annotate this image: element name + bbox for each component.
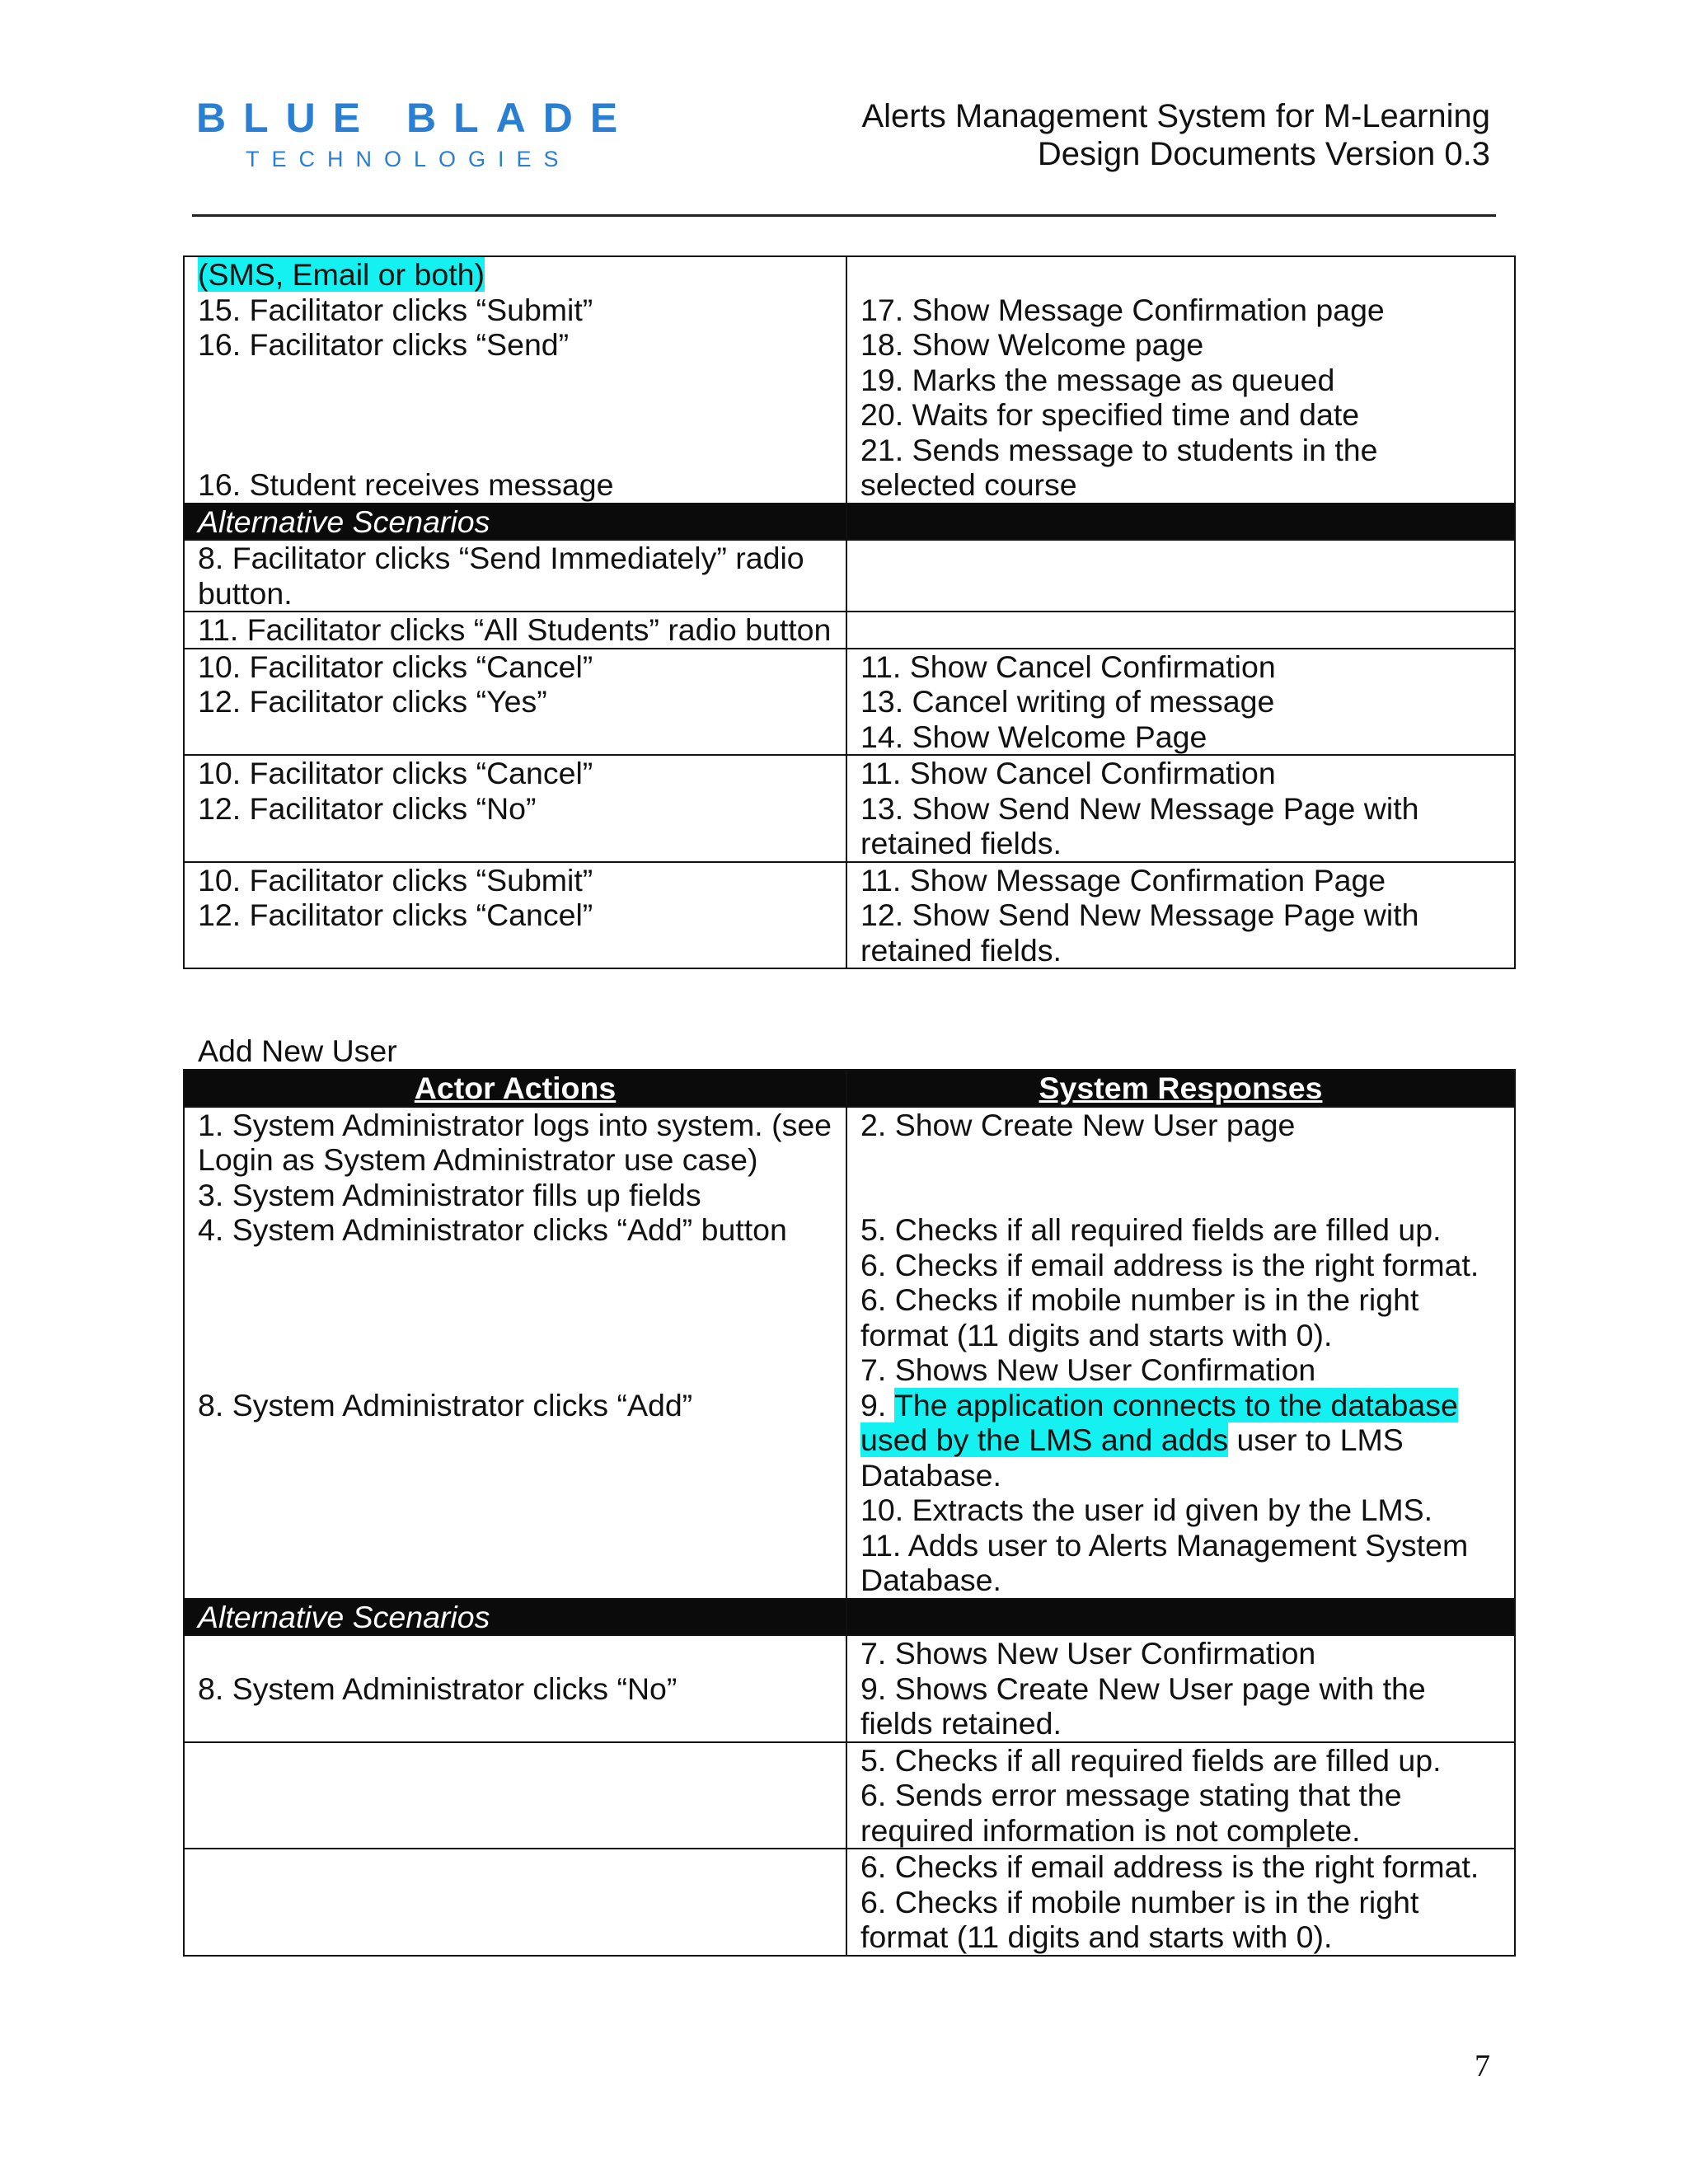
table-row: [184, 1107, 1515, 1599]
actor-cell: [184, 1849, 846, 1956]
scenario-table-send-message: [183, 255, 1516, 969]
header-title-line2: Design Documents Version 0.3: [1037, 136, 1490, 172]
actor-cell: (SMS, Email or both) 15. Facilitator clicks “Submit” 16. Facilitator clicks “Send” 16. Student receives message: [184, 256, 846, 504]
alternative-scenarios-label: Alternative Scenarios: [184, 1599, 846, 1636]
table-row: [184, 540, 1515, 612]
system-cell: 11. Show Cancel Confirmation 13. Show Send New Message Page with retained fields.: [846, 755, 1515, 862]
alternative-scenarios-row: [184, 504, 1515, 541]
actor-cell: 10. Facilitator clicks “Cancel” 12. Facilitator clicks “No”: [184, 755, 846, 862]
system-cell: [846, 540, 1515, 612]
alternative-scenarios-row: [184, 1599, 1515, 1636]
table-row: [184, 1742, 1515, 1849]
system-cell: 11. Show Message Confirmation Page 12. Show Send New Message Page with retained fields.: [846, 862, 1515, 969]
column-header-actor-actions: Actor Actions: [184, 1070, 846, 1107]
table-row: [184, 1635, 1515, 1742]
system-cell: [846, 612, 1515, 649]
highlighted-text: (SMS, Email or both): [198, 257, 485, 292]
table-row: [184, 1849, 1515, 1956]
actor-cell: 10. Facilitator clicks “Submit” 12. Facilitator clicks “Cancel”: [184, 862, 846, 969]
actor-cell: [184, 1742, 846, 1849]
use-case-table-add-new-user: [183, 1069, 1516, 1957]
section-title: Add New User: [198, 1033, 397, 1068]
actor-cell: 8. Facilitator clicks “Send Immediately” radio button.: [184, 540, 846, 612]
system-cell: 6. Checks if email address is the right format. 6. Checks if mobile number is in the right format (11 digits and starts with 0).: [846, 1849, 1515, 1956]
actor-cell: 10. Facilitator clicks “Cancel” 12. Facilitator clicks “Yes”: [184, 649, 846, 756]
system-cell: 11. Show Cancel Confirmation 13. Cancel writing of message 14. Show Welcome Page: [846, 649, 1515, 756]
company-logo: [196, 95, 635, 180]
alternative-scenarios-blank: [846, 1599, 1515, 1636]
column-header-system-responses: System Responses: [846, 1070, 1515, 1107]
system-cell: 17. Show Message Confirmation page 18. Show Welcome page 19. Marks the message as queued 20. Waits for specified time and date 21. Sends message to students in the selected course: [846, 256, 1515, 504]
table-row: [184, 649, 1515, 756]
header-divider: [192, 214, 1496, 217]
page-number: 7: [1475, 2049, 1490, 2083]
system-cell: 7. Shows New User Confirmation 9. Shows Create New User page with the fields retained.: [846, 1635, 1515, 1742]
actor-cell: 1. System Administrator logs into system. (see Login as System Administrator use case) 3. System Administrator fills up fields 4. System Administrator clicks “Add” button 8. System Administrator clicks “Add”: [184, 1107, 846, 1599]
system-cell: 2. Show Create New User page 5. Checks if all required fields are filled up. 6. Checks if email address is the right format. 6. Checks if mobile number is in the right format (11 digits and starts with 0). 7. Shows New User Confirmation 9. The application connects to the database used by the LMS and adds user to LMS Database. 10. Extracts the user id given by the LMS. 11. Adds user to Alerts Management System Database.: [846, 1107, 1515, 1599]
logo-wordmark: BLUE BLADE: [196, 95, 635, 141]
system-cell: 5. Checks if all required fields are filled up. 6. Sends error message stating that the required information is not complete.: [846, 1742, 1515, 1849]
actor-cell: 8. System Administrator clicks “No”: [184, 1635, 846, 1742]
alternative-scenarios-blank: [846, 504, 1515, 541]
table-row: [184, 612, 1515, 649]
table-header-row: [184, 1070, 1515, 1107]
highlighted-text: The application connects to the database used by the LMS and adds: [860, 1387, 1458, 1457]
table-row: [184, 755, 1515, 862]
alternative-scenarios-label: Alternative Scenarios: [184, 504, 846, 541]
logo-subtitle: TECHNOLOGIES: [246, 147, 571, 171]
table-row: [184, 256, 1515, 504]
document-header: [861, 97, 1490, 173]
table-row: [184, 862, 1515, 969]
actor-cell: 11. Facilitator clicks “All Students” radio button: [184, 612, 846, 649]
header-title-line1: Alerts Management System for M-Learning: [861, 98, 1490, 134]
